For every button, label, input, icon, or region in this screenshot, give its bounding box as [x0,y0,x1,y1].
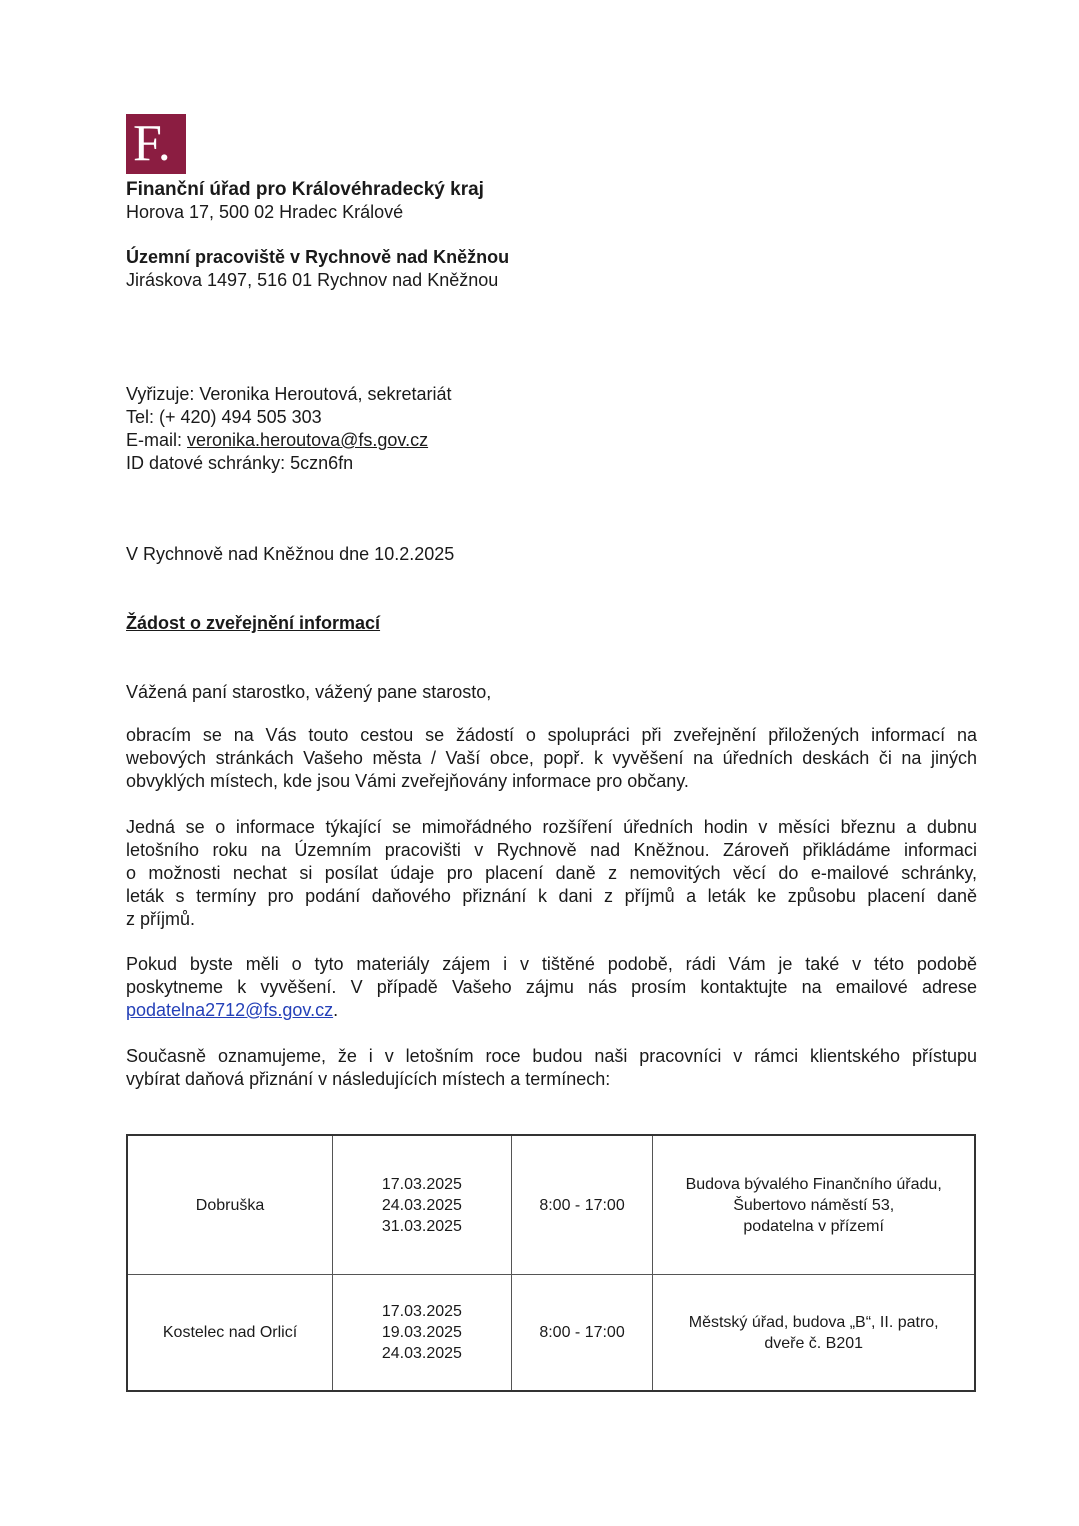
period: . [333,1000,339,1020]
table-row [127,1135,975,1275]
location-line: Městský úřad, budova „B“, II. patro, [688,1313,939,1331]
location-cell [653,1275,975,1392]
email-line [126,429,428,452]
contact-email-link[interactable]: veronika.heroutova@fs.gov.cz [187,430,429,450]
date-value: 19.03.2025 [381,1324,462,1341]
paragraph-3-line: poskytneme k vyvěšení. V případě Vašeho zájmu nás prosím kontaktujte na emailové adrese [126,977,977,997]
paragraph-1-line: webových stránkách Vašeho města / Vaší obce, popř. k vyvěšení na úředních deskách či na jiných [126,748,977,768]
paragraph-2 [126,816,977,931]
branch-name: Územní pracoviště v Rychnově nad Kněžnou [126,247,510,267]
hours-cell: 8:00 - 17:00 [511,1135,653,1275]
date-value: 31.03.2025 [381,1217,462,1235]
dates-cell [333,1275,512,1392]
date-value: 24.03.2025 [381,1196,462,1214]
paragraph-2-line: z příjmů. [126,909,196,929]
paragraph-3-line [126,999,977,1022]
location-cell [653,1135,975,1275]
office-name: Finanční úřad pro Královéhradecký kraj [126,179,484,200]
paragraph-2-line: letošního roku na Územním pracovišti v Rychnově nad Kněžnou. Zároveň přikládáme informaci [126,840,977,860]
phone-line: Tel: (+ 420) 494 505 303 [126,407,322,427]
branch-address: Jiráskova 1497, 516 01 Rychnov nad Kněžnou [126,270,499,290]
schedule-table [126,1134,976,1392]
place-cell: Dobruška [127,1135,333,1275]
date-line: V Rychnově nad Kněžnou dne 10.2.2025 [126,544,455,564]
location-line: dveře č. B201 [764,1334,864,1352]
date-value: 17.03.2025 [381,1175,462,1193]
salutation: Vážená paní starostko, vážený pane starosto, [126,682,492,702]
email-label: E-mail: [126,430,188,450]
paragraph-4-line: Současně oznamujeme, že i v letošním roce budou naši pracovníci v rámci klientského přístupu [126,1046,977,1066]
paragraph-2-line: leták s termíny pro podání daňového přiznání k dani z příjmů a leták ke způsobu placení daně [126,886,977,906]
paragraph-3 [126,953,977,1022]
handler-line: Vyřizuje: Veronika Heroutová, sekretariát [126,384,452,404]
hours-cell: 8:00 - 17:00 [511,1275,653,1392]
paragraph-2-line: o možnosti nechat si posílat údaje pro placení daně z nemovitých věcí do e-mailové schránky, [126,863,977,883]
date-value: 24.03.2025 [381,1345,462,1362]
paragraph-3-line: Pokud byste měli o tyto materiály zájem i v tištěné podobě, rádi Vám je také v této podobě [126,954,977,974]
date-value: 17.03.2025 [381,1303,462,1320]
table-row [127,1275,975,1392]
paragraph-1-line: obracím se na Vás touto cestou se žádostí o spolupráci při zveřejnění přiložených informací na [126,725,977,745]
location-line: Budova bývalého Finančního úřadu, [685,1175,942,1193]
podatelna-email-link[interactable]: podatelna2712@fs.gov.cz [126,1000,334,1020]
dates-cell [333,1135,512,1275]
paragraph-2-line: Jedná se o informace týkající se mimořádného rozšíření úředních hodin v měsíci březnu a dubnu [126,817,977,837]
place-cell: Kostelec nad Orlicí [127,1275,333,1392]
paragraph-1-line: obvyklých místech, kde jsou Vámi zveřejňovány informace pro občany. [126,771,689,791]
paragraph-4 [126,1045,977,1091]
data-box-line: ID datové schránky: 5czn6fn [126,453,354,473]
location-line: Šubertovo náměstí 53, [733,1196,895,1214]
paragraph-1 [126,724,977,793]
financial-office-logo: F. [126,114,186,174]
location-line: podatelna v přízemí [743,1217,884,1235]
office-address: Horova 17, 500 02 Hradec Králové [126,202,404,222]
paragraph-4-line: vybírat daňová přiznání v následujících místech a termínech: [126,1069,611,1089]
subject-heading: Žádost o zveřejnění informací [126,613,381,633]
